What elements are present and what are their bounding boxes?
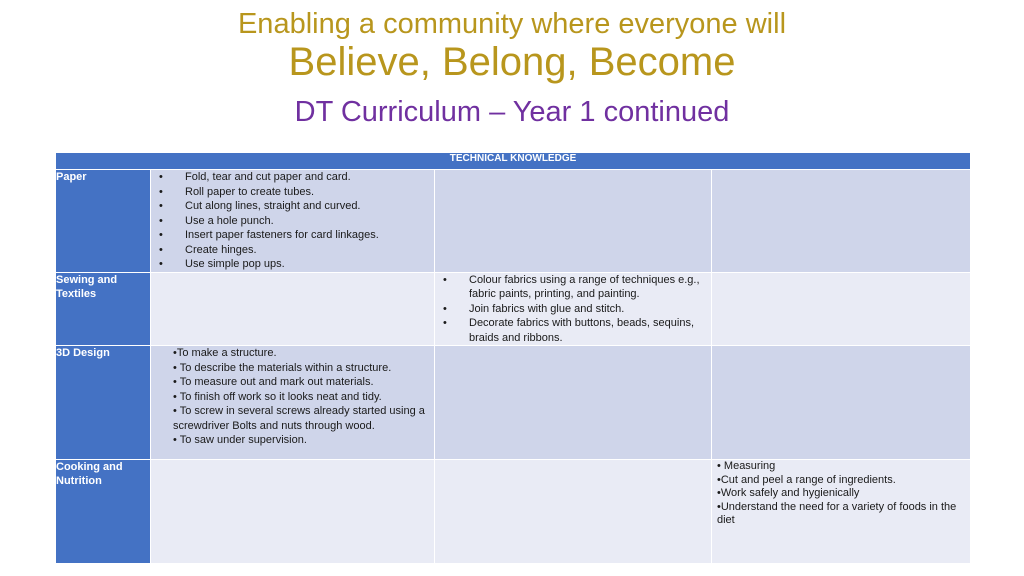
sewing-list <box>435 273 711 346</box>
paper-list <box>151 170 434 272</box>
list-item: • Cut along lines, straight and curved. <box>151 199 434 214</box>
paper-cell-3 <box>712 170 971 273</box>
list-item: • Insert paper fasteners for card linkages. <box>151 228 434 243</box>
list-item: • Measuring <box>717 460 776 472</box>
list-item: • Create hinges. <box>151 243 434 258</box>
sewing-cell-1 <box>151 272 435 346</box>
list-item: •Understand the need for a variety of foods in the diet <box>717 500 957 526</box>
list-item: • To saw under supervision. <box>173 434 307 446</box>
title-line-1: Enabling a community where everyone will <box>237 8 787 40</box>
list-item: •Cut and peel a range of ingredients. <box>717 473 896 486</box>
list-item: • Decorate fabrics with buttons, beads, sequins, braids and ribbons. <box>435 316 711 345</box>
list-item: • Roll paper to create tubes. <box>151 185 434 200</box>
row-label-cooking: Cooking and Nutrition <box>56 460 151 564</box>
table-row-3d-design <box>56 346 971 460</box>
list-item: • To describe the materials within a structure. <box>173 361 392 374</box>
title-line-2: Believe, Belong, Become <box>288 40 736 84</box>
design3d-lines <box>151 346 434 448</box>
design3d-cell-1 <box>151 346 435 460</box>
cooking-cell-3 <box>712 460 971 564</box>
list-item: • To finish off work so it looks neat and tidy. <box>173 390 382 403</box>
list-item: • Use simple pop ups. <box>151 257 434 272</box>
sewing-cell-2 <box>435 272 712 346</box>
table-header: TECHNICAL KNOWLEDGE <box>56 153 971 170</box>
list-item: • To measure out and mark out materials. <box>173 376 374 388</box>
paper-cell-2 <box>435 170 712 273</box>
design3d-cell-2 <box>435 346 712 460</box>
list-item: • Colour fabrics using a range of techniques e.g., fabric paints, printing, and painting. <box>435 273 711 302</box>
sewing-cell-3 <box>712 272 971 346</box>
table-row-sewing <box>56 272 971 346</box>
list-item: •Work safely and hygienically <box>717 487 860 499</box>
list-item: • To screw in several screws already started using a screwdriver Bolts and nuts through wood. <box>173 405 425 432</box>
list-item: • Use a hole punch. <box>151 214 434 229</box>
list-item: •To make a structure. <box>173 347 277 359</box>
row-label-paper: Paper <box>56 170 151 273</box>
table-row-paper <box>56 170 971 273</box>
row-label-3d-design: 3D Design <box>56 346 151 460</box>
cooking-cell-2 <box>435 460 712 564</box>
page-subtitle: DT Curriculum – Year 1 continued <box>294 96 730 128</box>
list-item: • Fold, tear and cut paper and card. <box>151 170 434 185</box>
paper-cell-1 <box>151 170 435 273</box>
row-label-sewing: Sewing and Textiles <box>56 272 151 346</box>
technical-knowledge-table <box>55 152 971 564</box>
design3d-cell-3 <box>712 346 971 460</box>
table-row-cooking <box>56 460 971 564</box>
cooking-lines <box>712 460 970 528</box>
cooking-cell-1 <box>151 460 435 564</box>
list-item: • Join fabrics with glue and stitch. <box>435 302 711 317</box>
